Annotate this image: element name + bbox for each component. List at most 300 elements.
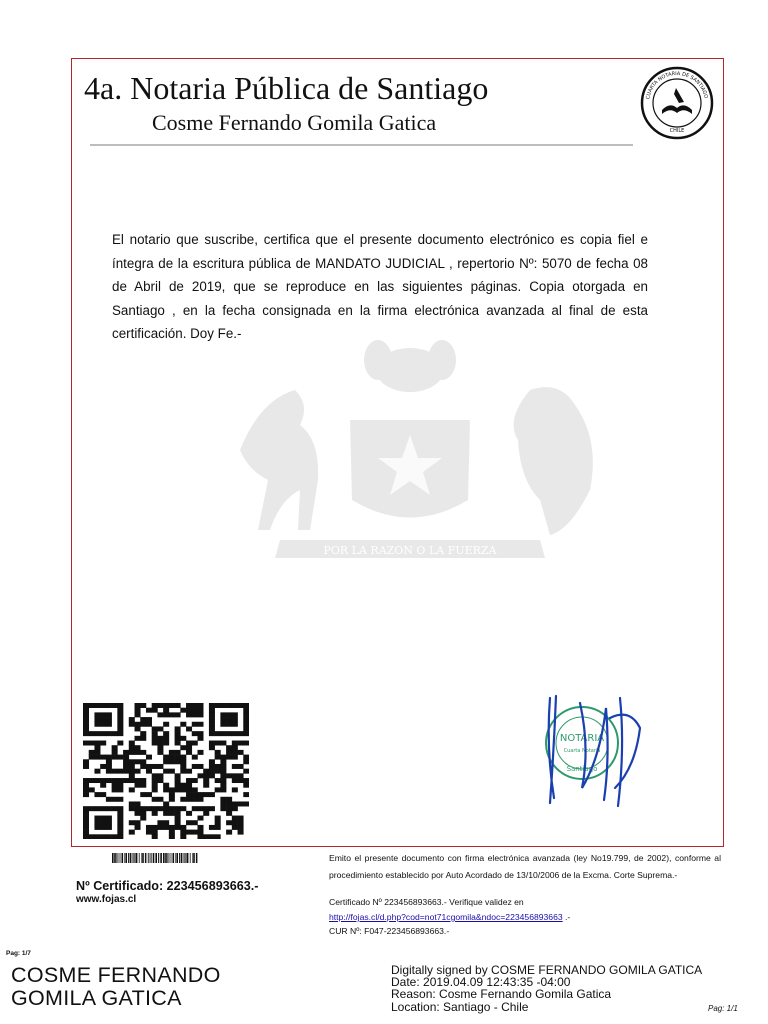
qr-module [180,755,186,760]
qr-module [112,834,118,839]
signature-date: Date: 2019.04.09 12:43:35 -04:00 [391,975,571,990]
qr-module [232,731,238,736]
qr-module [220,703,226,708]
qr-module [135,825,141,830]
qr-module [209,726,215,731]
qr-module [106,703,112,708]
signature-location: Location: Santiago - Chile [391,999,529,1014]
qr-module [197,816,203,821]
qr-module [152,703,158,708]
qr-module [83,703,89,708]
qr-module [197,792,203,797]
qr-module [169,787,175,792]
qr-module [106,825,112,830]
qr-module [140,759,146,764]
qr-module [152,726,158,731]
qr-module [169,825,175,830]
qr-module [163,703,169,708]
qr-module [192,703,198,708]
qr-module [129,773,135,778]
qr-module [94,717,100,722]
qr-module [163,736,169,741]
qr-module [197,703,203,708]
qr-module [232,820,238,825]
signer-name-line2: GOMILA GATICA [11,986,182,1010]
qr-module [135,820,141,825]
qr-module [243,703,249,708]
qr-module [117,717,123,722]
qr-module [117,755,123,760]
qr-module [146,708,152,713]
qr-module [106,797,112,802]
qr-module [94,745,100,750]
qr-module [140,806,146,811]
qr-module [100,820,106,825]
qr-module [117,708,123,713]
qr-module [209,769,215,774]
barcode-bar [114,853,116,863]
qr-module [238,773,244,778]
qr-module [123,750,129,755]
barcode-bar [116,853,117,863]
qr-module [89,703,95,708]
qr-module [94,755,100,760]
qr-module [232,703,238,708]
qr-module [169,797,175,802]
qr-module [94,820,100,825]
qr-module [129,778,135,783]
barcode-bar [147,853,148,863]
qr-module [152,773,158,778]
notary-title: 4a. Notaria Pública de Santiago [84,70,489,106]
qr-module [94,731,100,736]
verify-link[interactable]: http://fojas.cl/d.php?cod=not71cgomila&ndoc=223456893663 [329,912,563,922]
qr-module [129,764,135,769]
qr-module [89,787,95,792]
qr-module [180,722,186,727]
qr-module [112,797,118,802]
qr-module [94,750,100,755]
qr-module [220,801,226,806]
qr-module [180,834,186,839]
qr-module [152,834,158,839]
svg-text:Santiago: Santiago [566,765,598,773]
qr-module [100,792,106,797]
qr-module [209,745,215,750]
qr-module [197,797,203,802]
qr-module [220,755,226,760]
qr-module [135,769,141,774]
barcode-bar [193,853,195,863]
qr-module [186,787,192,792]
qr-module [152,731,158,736]
qr-module [106,731,112,736]
qr-module [175,712,181,717]
qr-module [112,783,118,788]
qr-module [117,787,123,792]
qr-module [243,769,249,774]
qr-module [129,722,135,727]
barcode [112,853,198,863]
qr-module [152,830,158,835]
qr-module [209,703,215,708]
qr-module [129,820,135,825]
qr-module [232,787,238,792]
qr-module [243,741,249,746]
svg-text:NOTARIA: NOTARIA [559,733,605,744]
qr-module [197,708,203,713]
qr-module [220,769,226,774]
qr-module [157,773,163,778]
qr-module [186,750,192,755]
barcode-bar [124,853,125,863]
qr-module [129,801,135,806]
barcode-bar [139,853,140,863]
qr-module [117,722,123,727]
qr-module [226,722,232,727]
verify-link-suffix: .- [562,912,571,922]
qr-module [140,703,146,708]
qr-module [157,806,163,811]
barcode-bar [192,853,193,863]
qr-module [135,745,141,750]
barcode-bar [165,853,167,863]
qr-module [203,773,209,778]
qr-module [226,830,232,835]
qr-module [192,755,198,760]
qr-module [129,806,135,811]
qr-module [186,712,192,717]
qr-module [117,806,123,811]
qr-module [238,801,244,806]
qr-module [180,708,186,713]
barcode-bar [163,853,165,863]
qr-module [83,778,89,783]
qr-module [175,783,181,788]
qr-module [163,741,169,746]
qr-module [100,703,106,708]
qr-module [186,783,192,788]
qr-module [117,703,123,708]
qr-module [186,769,192,774]
qr-module [83,759,89,764]
qr-module [89,741,95,746]
qr-module [157,736,163,741]
qr-module [243,755,249,760]
qr-module [220,778,226,783]
notary-seal-logo [640,66,714,140]
qr-module [232,806,238,811]
qr-module [175,820,181,825]
qr-module [129,830,135,835]
qr-module [175,759,181,764]
qr-module [135,712,141,717]
qr-module [83,830,89,835]
qr-module [157,750,163,755]
qr-module [175,726,181,731]
qr-module [180,787,186,792]
digitally-signed-by: Digitally signed by COSME FERNANDO GOMILA GATICA [391,963,703,977]
qr-module [215,769,221,774]
qr-module [175,787,181,792]
qr-code[interactable] [83,703,249,839]
coat-of-arms-watermark [200,330,620,580]
barcode-bar [148,853,149,863]
header-divider [90,144,633,146]
qr-module [129,745,135,750]
qr-module [180,769,186,774]
page-number-top: Pag: 1/7 [6,950,31,957]
qr-module [232,741,238,746]
qr-module [186,811,192,816]
barcode-bar [184,853,185,863]
qr-module [100,783,106,788]
qr-module [226,801,232,806]
qr-module [243,783,249,788]
qr-module [232,825,238,830]
qr-module [209,731,215,736]
barcode-bar [125,853,127,863]
qr-module [117,811,123,816]
qr-module [186,820,192,825]
qr-module [140,811,146,816]
qr-module [129,750,135,755]
qr-module [123,769,129,774]
qr-module [232,755,238,760]
qr-module [192,806,198,811]
qr-module [100,722,106,727]
notary-stamp-signature [520,688,715,813]
qr-module [186,745,192,750]
qr-module [152,708,158,713]
qr-module [106,834,112,839]
qr-module [140,778,146,783]
qr-module [243,801,249,806]
barcode-bar [160,853,162,863]
qr-module [169,712,175,717]
barcode-bar [153,853,155,863]
qr-module [186,778,192,783]
qr-module [238,750,244,755]
qr-module [152,736,158,741]
qr-module [175,773,181,778]
barcode-bar [186,853,188,863]
qr-module [209,773,215,778]
qr-module [163,712,169,717]
barcode-bar [171,853,172,863]
qr-module [83,811,89,816]
qr-module [186,830,192,835]
qr-module [197,806,203,811]
barcode-bar [128,853,129,863]
qr-module [123,759,129,764]
qr-module [215,764,221,769]
qr-module [140,731,146,736]
barcode-bar [170,853,171,863]
qr-module [163,755,169,760]
qr-module [89,755,95,760]
qr-module [220,717,226,722]
qr-module [209,708,215,713]
qr-module [180,825,186,830]
qr-module [94,806,100,811]
page-number-bottom: Pag: 1/1 [708,1004,738,1013]
barcode-bar [185,853,186,863]
qr-module [152,741,158,746]
svg-text:CHILE: CHILE [669,128,685,134]
qr-module [215,816,221,821]
qr-module [226,717,232,722]
barcode-bar [179,853,180,863]
qr-module [163,825,169,830]
qr-module [186,792,192,797]
qr-module [163,722,169,727]
qr-module [135,722,141,727]
qr-module [220,722,226,727]
qr-module [226,806,232,811]
qr-module [220,741,226,746]
qr-module [232,750,238,755]
qr-module [117,778,123,783]
qr-module [83,717,89,722]
verify-link-line [329,912,570,922]
qr-module [192,764,198,769]
qr-module [112,703,118,708]
qr-module [175,731,181,736]
qr-module [94,834,100,839]
qr-module [215,755,221,760]
qr-module [243,792,249,797]
qr-module [238,764,244,769]
qr-module [243,708,249,713]
qr-module [94,769,100,774]
qr-module [146,755,152,760]
qr-module [203,783,209,788]
qr-module [175,806,181,811]
qr-module [186,726,192,731]
qr-module [203,769,209,774]
qr-module [157,797,163,802]
qr-module [215,778,221,783]
qr-module [209,806,215,811]
qr-module [157,778,163,783]
qr-module [238,816,244,821]
qr-module [157,726,163,731]
barcode-bar [175,853,176,863]
qr-module [100,778,106,783]
qr-module [186,797,192,802]
qr-module [197,712,203,717]
qr-module [112,731,118,736]
certification-text: El notario que suscribe, certifica que el presente documento electrónico es copia fiel e íntegra de la escritura pública de MANDATO JUDICIAL , repertorio Nº: 5070 de fecha 08 de Abril de 2019, que se reproduce en las siguientes páginas. Copia otorgada en Santiago , en la fecha consignada en la firma electrónica avanzada al final de esta certificación. Doy Fe.- [112,232,648,342]
qr-module [157,825,163,830]
qr-module [238,820,244,825]
certificate-verify-line: Certificado Nº 223456893663.- Verifique validez en [329,897,524,907]
qr-module [232,773,238,778]
qr-module [243,759,249,764]
qr-module [215,787,221,792]
qr-module [163,806,169,811]
qr-module [226,797,232,802]
qr-module [157,712,163,717]
qr-module [152,783,158,788]
qr-module [140,736,146,741]
qr-module [215,820,221,825]
svg-text:POR LA RAZON O LA FUERZA: POR LA RAZON O LA FUERZA [323,544,497,557]
qr-module [192,712,198,717]
qr-module [140,750,146,755]
qr-module [192,797,198,802]
qr-module [203,834,209,839]
qr-module [209,792,215,797]
qr-module [129,741,135,746]
qr-module [146,717,152,722]
qr-module [83,726,89,731]
qr-module [232,745,238,750]
qr-module [146,825,152,830]
qr-module [175,741,181,746]
qr-module [226,811,232,816]
qr-module [117,834,123,839]
qr-module [169,806,175,811]
qr-module [220,764,226,769]
qr-module [226,755,232,760]
qr-module [220,773,226,778]
barcode-bar [133,853,134,863]
qr-module [169,703,175,708]
qr-module [226,703,232,708]
qr-module [192,778,198,783]
qr-module [135,708,141,713]
qr-module [238,825,244,830]
qr-module [243,717,249,722]
qr-module [226,773,232,778]
qr-module [220,731,226,736]
qr-module [140,783,146,788]
qr-module [106,755,112,760]
qr-module [169,750,175,755]
qr-module [175,750,181,755]
qr-module [152,797,158,802]
qr-module [94,792,100,797]
qr-module [129,759,135,764]
qr-module [203,811,209,816]
qr-module [209,717,215,722]
qr-module [192,731,198,736]
qr-module [209,834,215,839]
barcode-bar [196,853,197,863]
qr-module [169,834,175,839]
qr-module [163,783,169,788]
qr-module [238,731,244,736]
qr-module [215,731,221,736]
barcode-bar [145,853,146,863]
qr-module [226,745,232,750]
qr-module [197,830,203,835]
barcode-bar [120,853,121,863]
qr-module [112,750,118,755]
qr-module [232,816,238,821]
qr-module [192,708,198,713]
qr-module [83,787,89,792]
qr-module [117,726,123,731]
qr-module [220,806,226,811]
qr-module [129,787,135,792]
qr-module [215,750,221,755]
qr-module [83,731,89,736]
qr-module [243,726,249,731]
qr-module [186,741,192,746]
